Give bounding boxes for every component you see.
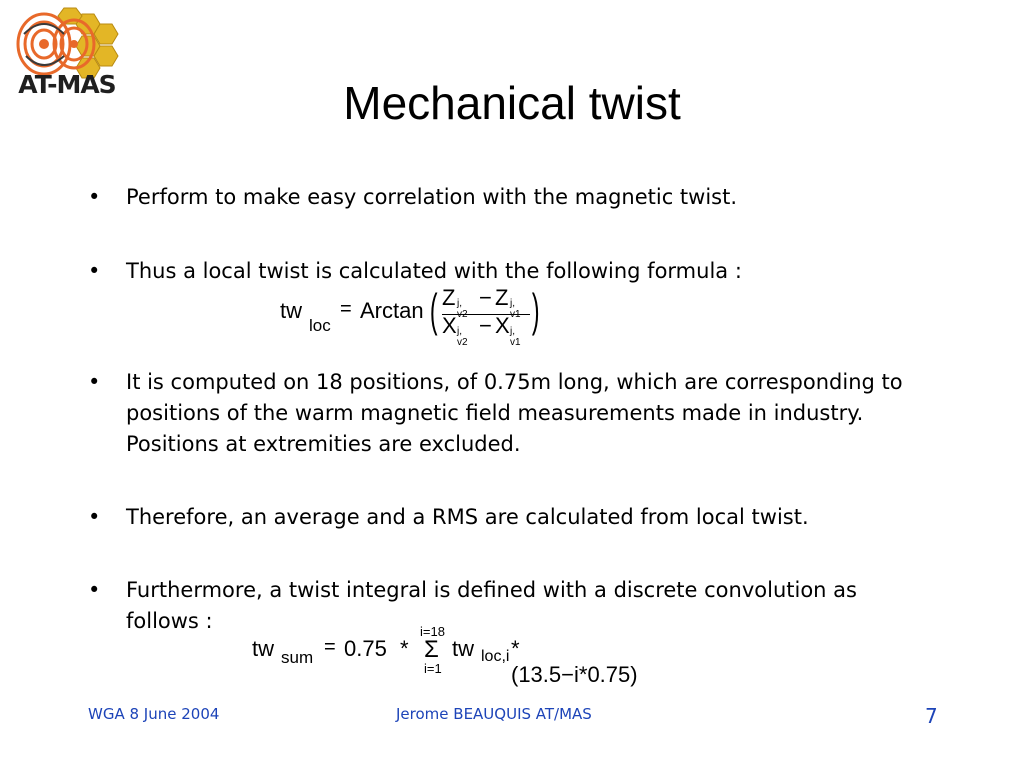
bullet-item: Furthermore, a twist integral is defined with a discrete convolution as follows : [126,578,857,633]
footer-date: WGA 8 June 2004 [88,705,220,723]
sum-lower-limit: i=1 [424,661,442,676]
page-number: 7 [925,704,938,728]
formula-multiply: * [400,636,409,661]
right-paren: ) [531,284,540,336]
bullet-marker: • [88,259,101,283]
formula-lhs: tw [252,636,274,661]
numerator-term-b: Z [495,285,509,310]
bullet-marker: • [88,505,101,529]
formula-term: tw [452,636,474,661]
denominator-term-a: X [442,313,457,338]
formula-coefficient: 0.75 [344,636,387,661]
formula-rest: *(13.5−i*0.75) [511,636,638,687]
bullet-marker: • [88,578,101,602]
slide-title: Mechanical twist [343,77,681,129]
summation-symbol: Σ [424,636,439,663]
denominator-term-b-sub: j, v1 [510,326,521,348]
formula-lhs-sub: sum [281,648,314,667]
bullet-marker: • [88,370,101,394]
bullet-item: It is computed on 18 positions, of 0.75m long, which are corresponding to positions of the warm magnetic field measurements made in industry. Positions at extremities are excluded. [126,370,903,456]
formula-lhs-sub: loc [309,316,331,335]
formula-equals: = [340,298,352,320]
denominator-minus: − [479,313,492,338]
formula-function: Arctan [360,298,424,323]
formula-equals: = [324,636,336,658]
sum-upper-limit: i=18 [420,624,445,639]
numerator-term-a: Z [442,285,456,310]
footer-author: Jerome BEAUQUIS AT/MAS [396,705,592,723]
logo-text: AT-MAS [18,70,116,99]
denominator-term-a-sub: j, v2 [457,326,468,348]
numerator-term-b-sub: j, [510,298,515,309]
bullet-item: Thus a local twist is calculated with the following formula : [126,259,742,283]
numerator-minus: − [479,285,492,310]
denominator-term-b: X [495,313,510,338]
bullet-item: Perform to make easy correlation with the magnetic twist. [126,185,738,209]
formula-lhs: tw [280,298,302,323]
numerator-term-a-sub: j, [457,298,462,309]
bullet-marker: • [88,185,101,209]
bullet-item: Therefore, an average and a RMS are calculated from local twist. [126,505,809,529]
formula-term-sub: loc,i [481,648,510,665]
left-paren: ( [429,284,438,336]
